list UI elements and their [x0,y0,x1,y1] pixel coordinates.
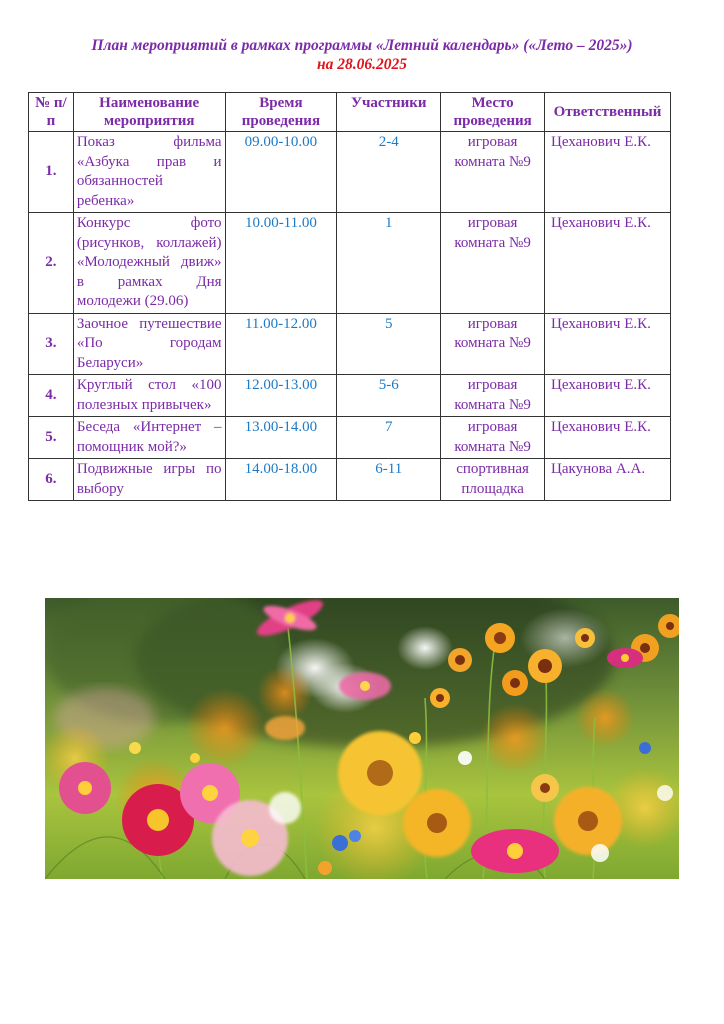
table-row [29,375,671,417]
table-row [29,213,671,314]
row-participants: 1 [337,213,441,314]
row-num: 3. [29,313,74,375]
row-time: 14.00-18.00 [225,459,337,501]
table-row [29,313,671,375]
row-responsible: Цакунова А.А. [545,459,671,501]
row-time: 09.00-10.00 [225,132,337,213]
row-place: игровая комната №9 [441,417,545,459]
row-place: игровая комната №9 [441,213,545,314]
header-participants: Участники [337,93,441,132]
row-num: 2. [29,213,74,314]
row-time: 11.00-12.00 [225,313,337,375]
header-num: № п/п [29,93,74,132]
row-responsible: Цеханович Е.К. [545,313,671,375]
flower-bottom-pink [471,829,559,873]
table-header-row [29,93,671,132]
row-participants: 5 [337,313,441,375]
row-participants: 6-11 [337,459,441,501]
row-event-name: Подвижные игры по выбору [73,459,225,501]
row-responsible: Цеханович Е.К. [545,213,671,314]
row-place: игровая комната №9 [441,313,545,375]
header-time: Время проведения [225,93,337,132]
row-time: 10.00-11.00 [225,213,337,314]
row-num: 1. [29,132,74,213]
flowers-photo [45,598,679,879]
page-title [0,36,724,74]
row-responsible: Цеханович Е.К. [545,132,671,213]
title-line-1: План мероприятий в рамках программы «Летний календарь» («Лето – 2025») [91,37,633,54]
table-row [29,459,671,501]
header-responsible: Ответственный [545,93,671,132]
row-time: 13.00-14.00 [225,417,337,459]
row-participants: 7 [337,417,441,459]
header-name: Наименование мероприятия [73,93,225,132]
row-responsible: Цеханович Е.К. [545,375,671,417]
row-place: игровая комната №9 [441,375,545,417]
row-responsible: Цеханович Е.К. [545,417,671,459]
row-num: 4. [29,375,74,417]
events-table [28,92,671,501]
row-num: 5. [29,417,74,459]
flower-meadow-illustration [45,598,679,879]
row-place: игровая комната №9 [441,132,545,213]
row-place: спортивная площадка [441,459,545,501]
row-participants: 2-4 [337,132,441,213]
title-date: на 28.06.2025 [317,56,407,73]
table-row [29,417,671,459]
row-num: 6. [29,459,74,501]
header-place: Место проведения [441,93,545,132]
row-event-name: Конкурс фото (рисунков, коллажей) «Молодежный движ» в рамках Дня молодежи (29.06) [73,213,225,314]
row-participants: 5-6 [337,375,441,417]
row-event-name: Беседа «Интернет – помощник мой?» [73,417,225,459]
row-event-name: Круглый стол «100 полезных привычек» [73,375,225,417]
row-event-name: Показ фильма «Азбука прав и обязанностей ребенка» [73,132,225,213]
row-event-name: Заочное путешествие «По городам Беларуси» [73,313,225,375]
table-row [29,132,671,213]
row-time: 12.00-13.00 [225,375,337,417]
